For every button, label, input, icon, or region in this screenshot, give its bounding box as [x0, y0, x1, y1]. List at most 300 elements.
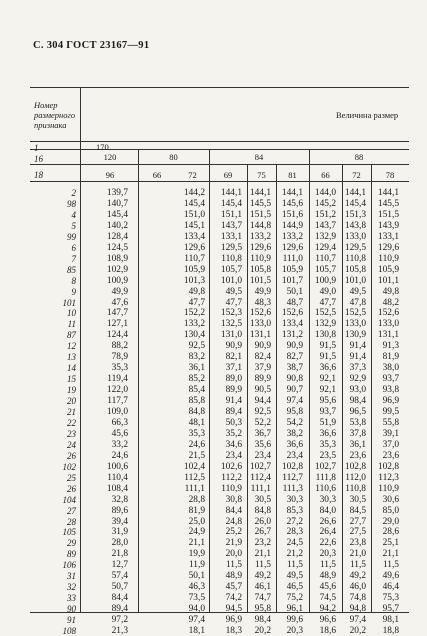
table-cell: 98,1 [382, 615, 399, 626]
table-cell: 91,4 [349, 341, 366, 352]
table-cell: 130,9 [344, 330, 366, 341]
row-number: 89 [67, 549, 76, 560]
header-16-value: 80 [169, 152, 178, 162]
row-number: 101 [62, 297, 76, 308]
table-cell: 84,8 [188, 407, 205, 417]
table-cell: 11,5 [382, 560, 399, 571]
table-cell: 36,1 [188, 363, 205, 374]
table-cell: 94,4 [254, 396, 271, 407]
table-cell: 95,7 [382, 604, 399, 615]
table-cell: 132,9 [314, 231, 336, 242]
table-cell: 92,1 [319, 385, 336, 396]
table-cell: 152,6 [281, 308, 303, 319]
table-cell: 105,8 [249, 264, 271, 275]
table-cell: 21,9 [225, 538, 242, 549]
table-cell: 23,8 [349, 538, 366, 549]
table-cell: 132,5 [220, 319, 242, 330]
table-cell: 90,8 [286, 374, 303, 385]
table-cell: 97,2 [111, 615, 128, 626]
table-cell: 11,5 [254, 560, 271, 571]
table-cell: 130,4 [183, 330, 205, 341]
table-cell: 46,5 [286, 582, 303, 593]
row-number: 29 [67, 538, 76, 549]
table-cell: 95,8 [286, 407, 303, 417]
table-cell: 152,6 [377, 308, 399, 319]
table-cell: 23,6 [382, 450, 399, 461]
table-cell: 145,4 [106, 209, 128, 220]
table-cell: 85,8 [188, 396, 205, 407]
table-cell: 49,6 [382, 571, 399, 582]
table-cell: 74,5 [319, 593, 336, 604]
table-cell: 19,9 [188, 549, 205, 560]
table-cell: 28,6 [382, 527, 399, 538]
table-cell: 105,7 [314, 264, 336, 275]
row-number: 25 [67, 472, 76, 483]
table-cell: 111,1 [250, 483, 271, 494]
table-cell: 110,9 [250, 253, 271, 264]
table-cell: 21,1 [254, 549, 271, 560]
table-cell: 38,0 [382, 363, 399, 374]
table-cell: 25,0 [188, 516, 205, 527]
table-cell: 130,8 [314, 330, 336, 341]
table-cell: 89,6 [111, 505, 128, 516]
table-cell: 133,0 [344, 231, 366, 242]
table-cell: 105,8 [344, 264, 366, 275]
table-cell: 21,1 [382, 549, 399, 560]
table-cell: 30,3 [286, 494, 303, 505]
row-number: 5 [71, 220, 76, 231]
table-cell: 110,7 [184, 253, 205, 264]
column-header: Величина размер [336, 110, 399, 120]
table-cell: 94,8 [349, 604, 366, 615]
table-cell: 36,6 [319, 428, 336, 439]
table-cell: 89,0 [225, 374, 242, 385]
table-cell: 96,1 [286, 604, 303, 615]
table-cell: 102,8 [281, 461, 303, 472]
table-cell: 127,1 [106, 319, 128, 330]
table-cell: 110,9 [221, 483, 242, 494]
table-cell: 108,9 [106, 253, 128, 264]
table-cell: 26,7 [254, 527, 271, 538]
table-cell: 28,0 [111, 538, 128, 549]
table-cell: 129,6 [249, 242, 271, 253]
table-cell: 47,8 [349, 297, 366, 308]
table-cell: 101,3 [183, 275, 205, 286]
table-cell: 18,8 [382, 626, 399, 636]
header-18-value: 78 [385, 170, 395, 180]
table-cell: 93,7 [319, 407, 336, 417]
table-cell: 112,7 [282, 472, 303, 483]
table-cell: 11,5 [349, 560, 366, 571]
table-cell: 133,2 [183, 319, 205, 330]
table-cell: 93,0 [349, 385, 366, 396]
table-cell: 92,1 [319, 374, 336, 385]
header-16-value: 88 [354, 152, 364, 162]
table-cell: 18,6 [319, 626, 336, 636]
table-cell: 94,0 [188, 604, 205, 615]
table-cell: 30,5 [349, 494, 366, 505]
row-number: 87 [67, 330, 76, 341]
table-cell: 151,5 [377, 209, 399, 220]
table-cell: 133,2 [281, 231, 303, 242]
table-cell: 20,3 [319, 549, 336, 560]
table-rule [30, 141, 409, 142]
row-number: 10 [67, 308, 76, 319]
table-cell: 27,2 [286, 516, 303, 527]
table-cell: 111,3 [282, 483, 303, 494]
table-cell: 143,9 [377, 220, 399, 231]
table-cell: 98,4 [254, 615, 271, 626]
table-cell: 112,3 [378, 472, 399, 483]
header-row-label: 1 [34, 143, 39, 153]
table-cell: 37,1 [225, 363, 242, 374]
table-cell: 144,1 [344, 188, 366, 198]
table-cell: 93,8 [382, 385, 399, 396]
table-rule [30, 181, 409, 182]
table-cell: 145,5 [249, 198, 271, 209]
table-cell: 133,0 [249, 319, 271, 330]
table-cell: 90,9 [225, 341, 242, 352]
table-cell: 49,2 [254, 571, 271, 582]
table-cell: 11,9 [188, 560, 205, 571]
table-cell: 50,1 [286, 286, 303, 297]
row-header-line: признака [34, 120, 67, 130]
table-cell: 39,1 [382, 428, 399, 439]
row-number: 26 [67, 450, 76, 461]
table-cell: 90,7 [286, 385, 303, 396]
row-header-line: Номер [34, 100, 58, 110]
row-number: 21 [67, 407, 76, 417]
table-cell: 92,5 [188, 341, 205, 352]
row-number: 98 [67, 198, 76, 209]
table-cell: 101,0 [220, 275, 242, 286]
row-number: 13 [67, 352, 76, 363]
header-row-label: 16 [34, 154, 43, 164]
table-cell: 111,1 [184, 483, 205, 494]
row-number: 33 [67, 593, 76, 604]
table-cell: 21,2 [286, 549, 303, 560]
table-cell: 129,4 [314, 242, 336, 253]
row-number: 99 [67, 231, 76, 242]
table-cell: 151,2 [314, 209, 336, 220]
table-cell: 21,8 [111, 549, 128, 560]
table-cell: 147,7 [106, 308, 128, 319]
table-cell: 139,7 [106, 188, 128, 198]
table-cell: 144,1 [377, 188, 399, 198]
table-cell: 90,9 [254, 341, 271, 352]
row-number: 104 [62, 494, 76, 505]
table-cell: 47,7 [225, 297, 242, 308]
table-cell: 30,5 [254, 494, 271, 505]
table-cell: 128,4 [106, 231, 128, 242]
header-18-value: 81 [288, 170, 297, 180]
table-cell: 133,0 [377, 319, 399, 330]
table-cell: 129,6 [183, 242, 205, 253]
table-cell: 131,1 [249, 330, 271, 341]
row-header [34, 100, 75, 130]
header-18-value: 96 [105, 170, 115, 180]
table-cell: 83,2 [188, 352, 205, 363]
header-18-value: 75 [257, 170, 266, 180]
table-cell: 49,5 [286, 571, 303, 582]
table-cell: 74,8 [349, 593, 366, 604]
table-cell: 131,1 [377, 330, 399, 341]
table-cell: 24,6 [111, 450, 128, 461]
table-cell: 24,9 [188, 527, 205, 538]
table-rule [80, 87, 81, 612]
table-cell: 95,6 [319, 396, 336, 407]
table-cell: 45,6 [319, 582, 336, 593]
table-cell: 92,9 [349, 374, 366, 385]
table-cell: 21,3 [111, 626, 128, 636]
table-cell: 34,6 [225, 439, 242, 450]
table-cell: 27,5 [349, 527, 366, 538]
row-number: 9 [71, 286, 76, 297]
table-cell: 89,4 [225, 407, 242, 417]
table-cell: 46,1 [254, 582, 271, 593]
table-cell: 45,6 [111, 428, 128, 439]
row-number: 11 [67, 319, 76, 330]
table-cell: 20,2 [349, 626, 366, 636]
table-cell: 92,5 [254, 407, 271, 417]
table-cell: 102,4 [183, 461, 205, 472]
table-cell: 145,2 [314, 198, 336, 209]
table-cell: 110,7 [315, 253, 336, 264]
table-cell: 94,2 [319, 604, 336, 615]
table-cell: 74,7 [254, 593, 271, 604]
table-cell: 47,7 [319, 297, 336, 308]
table-cell: 96,5 [349, 407, 366, 417]
table-cell: 31,9 [111, 527, 128, 538]
table-cell: 48,7 [286, 297, 303, 308]
table-cell: 151,3 [344, 209, 366, 220]
row-number: 4 [71, 209, 76, 220]
row-number: 85 [67, 264, 76, 275]
table-cell: 48,3 [254, 297, 271, 308]
table-cell: 22,6 [319, 538, 336, 549]
table-cell: 48,9 [225, 571, 242, 582]
table-cell: 36,6 [286, 439, 303, 450]
table-cell: 84,4 [225, 505, 242, 516]
table-cell: 145,6 [281, 198, 303, 209]
table-cell: 133,0 [344, 319, 366, 330]
table-cell: 129,6 [281, 242, 303, 253]
table-cell: 133,1 [377, 231, 399, 242]
table-cell: 20,3 [286, 626, 303, 636]
table-cell: 49,9 [254, 286, 271, 297]
table-cell: 97,4 [286, 396, 303, 407]
table-cell: 152,6 [249, 308, 271, 319]
table-cell: 91,5 [319, 341, 336, 352]
row-number: 105 [62, 527, 76, 538]
table-cell: 145,4 [220, 198, 242, 209]
table-cell: 48,9 [319, 571, 336, 582]
table-cell: 11,5 [319, 560, 336, 571]
table-cell: 37,9 [254, 363, 271, 374]
table-rule [30, 149, 409, 150]
table-cell: 119,4 [107, 374, 128, 385]
row-number: 14 [67, 363, 76, 374]
table-cell: 151,0 [183, 209, 205, 220]
table-cell: 35,6 [254, 439, 271, 450]
row-number: 91 [67, 615, 76, 626]
header-18-value: 72 [188, 170, 197, 180]
table-cell: 111,8 [315, 472, 336, 483]
table-cell: 30,8 [225, 494, 242, 505]
table-cell: 18,1 [188, 626, 205, 636]
table-cell: 35,3 [188, 428, 205, 439]
table-cell: 26,0 [254, 516, 271, 527]
table-cell: 30,6 [382, 494, 399, 505]
table-cell: 152,3 [220, 308, 242, 319]
table-cell: 57,4 [111, 571, 128, 582]
row-header-line: размерного [34, 110, 76, 120]
table-cell: 143,7 [220, 220, 242, 231]
header-16-value: 84 [254, 152, 264, 162]
table-cell: 49,8 [188, 286, 205, 297]
table-cell: 112,4 [250, 472, 271, 483]
table-cell: 101,1 [377, 275, 399, 286]
table-cell: 112,5 [184, 472, 205, 483]
table-cell: 124,5 [106, 242, 128, 253]
table-cell: 144,8 [249, 220, 271, 231]
table-cell: 102,7 [249, 461, 271, 472]
table-cell: 132,9 [314, 319, 336, 330]
table-cell: 81,9 [382, 352, 399, 363]
table-cell: 27,7 [349, 516, 366, 527]
table-cell: 110,8 [221, 253, 242, 264]
table-cell: 46,3 [188, 582, 205, 593]
table-cell: 111,0 [282, 253, 303, 264]
table-cell: 26,4 [319, 527, 336, 538]
table-cell: 110,6 [315, 483, 336, 494]
table-cell: 46,0 [349, 582, 366, 593]
table-cell: 49,0 [319, 286, 336, 297]
table-cell: 90,9 [286, 341, 303, 352]
table-cell: 18,3 [225, 626, 242, 636]
table-cell: 91,3 [382, 341, 399, 352]
table-cell: 82,4 [254, 352, 271, 363]
table-cell: 89,4 [111, 604, 128, 615]
table-cell: 49,2 [349, 571, 366, 582]
table-cell: 82,7 [286, 352, 303, 363]
row-number: 7 [71, 253, 76, 264]
table-cell: 151,1 [220, 209, 242, 220]
table-cell: 131,0 [220, 330, 242, 341]
table-cell: 24,5 [286, 538, 303, 549]
table-cell: 36,7 [254, 428, 271, 439]
table-cell: 144,2 [183, 188, 205, 198]
table-cell: 24,8 [225, 516, 242, 527]
table-cell: 133,4 [281, 319, 303, 330]
table-cell: 89,9 [254, 374, 271, 385]
table-cell: 37,3 [349, 363, 366, 374]
header-18-value: 69 [223, 170, 233, 180]
table-cell: 144,0 [314, 188, 336, 198]
table-cell: 110,4 [107, 472, 128, 483]
table-cell: 21,1 [188, 538, 205, 549]
table-cell: 84,5 [349, 505, 366, 516]
row-number: 26 [67, 483, 76, 494]
table-cell: 112,0 [345, 472, 366, 483]
table-cell: 144,9 [281, 220, 303, 231]
table-cell: 102,7 [314, 461, 336, 472]
table-cell: 140,2 [106, 220, 128, 231]
table-cell: 105,9 [281, 264, 303, 275]
table-cell: 20,2 [254, 626, 271, 636]
table-cell: 23,4 [286, 450, 303, 461]
row-number: 24 [67, 439, 76, 450]
table-cell: 143,8 [344, 220, 366, 231]
table-cell: 23,4 [254, 450, 271, 461]
table-cell: 48,1 [188, 417, 205, 428]
table-cell: 85,2 [188, 374, 205, 385]
table-cell: 50,3 [225, 417, 242, 428]
table-cell: 98,4 [349, 396, 366, 407]
table-cell: 99,6 [286, 615, 303, 626]
table-cell: 75,3 [382, 593, 399, 604]
table-cell: 38,7 [286, 363, 303, 374]
table-cell: 105,7 [220, 264, 242, 275]
table-rule [30, 87, 409, 88]
row-number: 22 [67, 417, 76, 428]
table-cell: 129,6 [377, 242, 399, 253]
table-cell: 12,7 [111, 560, 128, 571]
table-cell: 95,8 [254, 604, 271, 615]
table-cell: 145,4 [183, 198, 205, 209]
table-cell: 32,8 [111, 494, 128, 505]
table-cell: 49,5 [349, 286, 366, 297]
table-cell: 23,6 [349, 450, 366, 461]
header-18-value: 72 [352, 170, 361, 180]
table-cell: 49,9 [111, 286, 128, 297]
table-cell: 55,8 [382, 417, 399, 428]
table-cell: 35,2 [225, 428, 242, 439]
table-rule [30, 164, 409, 165]
table-cell: 51,9 [319, 417, 336, 428]
table-cell: 50,7 [111, 582, 128, 593]
table-cell: 102,9 [106, 264, 128, 275]
row-number: 2 [71, 188, 76, 198]
table-cell: 38,2 [286, 428, 303, 439]
table-cell: 133,2 [249, 231, 271, 242]
table-cell: 49,5 [225, 286, 242, 297]
table-cell: 102,8 [377, 461, 399, 472]
table-cell: 49,8 [382, 286, 399, 297]
table-cell: 110,9 [378, 483, 399, 494]
table-cell: 54,2 [286, 417, 303, 428]
table-cell: 93,7 [382, 374, 399, 385]
table-cell: 105,9 [377, 264, 399, 275]
table-cell: 100,6 [106, 461, 128, 472]
table-rule [138, 149, 139, 612]
table-cell: 152,2 [183, 308, 205, 319]
table-cell: 91,4 [225, 396, 242, 407]
table-cell: 151,5 [249, 209, 271, 220]
table-cell: 53,8 [349, 417, 366, 428]
table-cell: 100,9 [106, 275, 128, 286]
table-cell: 96,9 [382, 396, 399, 407]
table-cell: 110,8 [345, 483, 366, 494]
table-cell: 108,4 [106, 483, 128, 494]
table-cell: 152,5 [314, 308, 336, 319]
table-cell: 36,6 [319, 363, 336, 374]
row-number: 19 [67, 385, 76, 396]
table-cell: 28,3 [286, 527, 303, 538]
table-cell: 89,9 [225, 385, 242, 396]
table-cell: 46,4 [382, 582, 399, 593]
row-number: 20 [67, 396, 76, 407]
